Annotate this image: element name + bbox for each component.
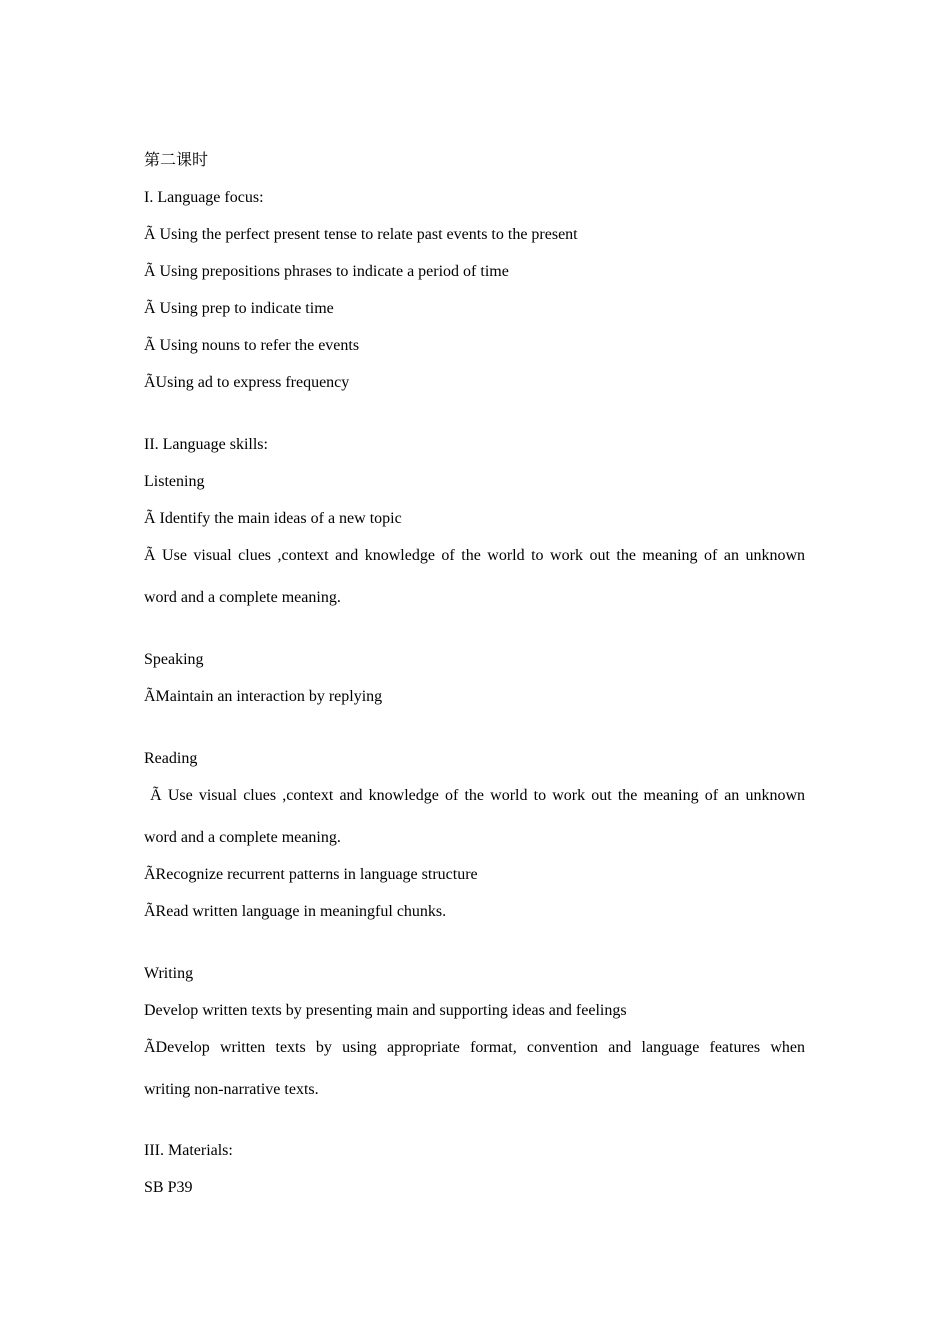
lesson-title: 第二课时 [144, 152, 209, 169]
language-focus-item: ÃUsing ad to express frequency [144, 374, 350, 391]
reading-item-line: word and a complete meaning. [144, 829, 341, 846]
reading-item: ÃRead written language in meaningful chunks. [144, 903, 447, 920]
listening-item-line: Ã Use visual clues ,context and knowledge of the world to work out the meaning of an unknown [144, 547, 805, 564]
writing-item: Develop written texts by presenting main and supporting ideas and feelings [144, 1002, 627, 1019]
writing-item-line: ÃDevelop written texts by using appropriate format, convention and language features when [144, 1039, 805, 1056]
subheading-writing: Writing [144, 965, 194, 982]
language-focus-item: Ã Using nouns to refer the events [144, 337, 360, 354]
section-heading-language-skills: II. Language skills: [144, 436, 268, 453]
reading-item-line: Ã Use visual clues ,context and knowledge of the world to work out the meaning of an unknown [144, 787, 805, 804]
writing-item-line: writing non-narrative texts. [144, 1081, 319, 1098]
listening-item: Ã Identify the main ideas of a new topic [144, 510, 402, 527]
subheading-speaking: Speaking [144, 651, 204, 668]
materials-item: SB P39 [144, 1179, 193, 1196]
reading-item: ÃRecognize recurrent patterns in language structure [144, 866, 478, 883]
section-heading-language-focus: I. Language focus: [144, 189, 264, 206]
language-focus-item: Ã Using the perfect present tense to relate past events to the present [144, 226, 578, 243]
language-focus-item: Ã Using prep to indicate time [144, 300, 334, 317]
subheading-reading: Reading [144, 750, 198, 767]
speaking-item: ÃMaintain an interaction by replying [144, 688, 383, 705]
subheading-listening: Listening [144, 473, 205, 490]
language-focus-item: Ã Using prepositions phrases to indicate a period of time [144, 263, 509, 280]
section-heading-materials: III. Materials: [144, 1142, 233, 1159]
listening-item-line: word and a complete meaning. [144, 589, 341, 606]
